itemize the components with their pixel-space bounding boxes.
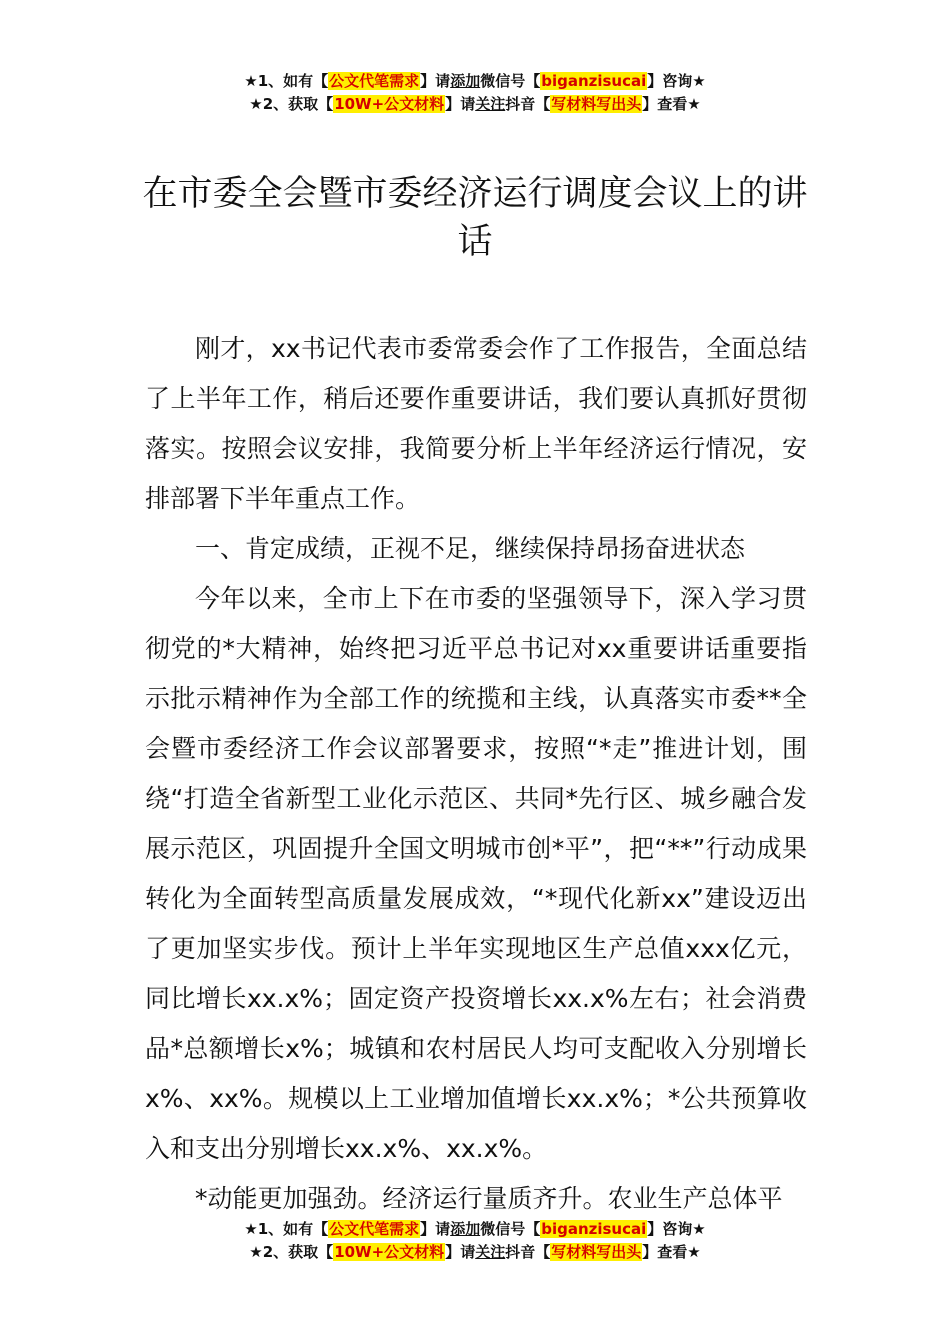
promo-underlined: 关注	[475, 1243, 506, 1261]
promo-line-2	[0, 93, 950, 116]
promo-highlight: 写材料写出头	[551, 95, 642, 113]
promo-text: ★1、如有【	[244, 1220, 329, 1238]
promo-text: 】请	[445, 1243, 476, 1261]
promo-text: ★2、获取【	[249, 1243, 334, 1261]
promo-text: 】请	[420, 72, 451, 90]
promo-text: 】请	[445, 95, 476, 113]
document-title: 在市委全会暨市委经济运行调度会议上的讲话	[142, 174, 808, 262]
footer-promo-banner	[0, 1218, 950, 1264]
promo-text: ★1、如有【	[244, 72, 329, 90]
promo-text: 】请	[420, 1220, 451, 1238]
promo-text: 】查看★	[642, 1243, 701, 1261]
paragraph: *动能更加强劲。经济运行量质齐升。农业生产总体平	[195, 1184, 783, 1213]
paragraph: 刚才，xx书记代表市委常委会作了工作报告，全面总结了上半年工作，稍后还要作重要讲话，我们要认真抓好贯彻落实。按照会议安排，我简要分析上半年经济运行情况，安排部署下半年重点工作。	[145, 334, 807, 513]
promo-highlight: biganzisucai	[541, 72, 647, 90]
promo-highlight: 10W+公文材料	[334, 1243, 445, 1261]
paragraph: 今年以来，全市上下在市委的坚强领导下，深入学习贯彻党的*大精神，始终把习近平总书记对xx重要讲话重要指示批示精神作为全部工作的统揽和主线，认真落实市委**全会暨市委经济工作会议部署要求，按照“*走”推进计划，围绕“打造全省新型工业化示范区、共同*先行区、城乡融合发展示范区，巩固提升全国文明城市创*平”，把“**”行动成果转化为全面转型高质量发展成效，“*现代化新xx”建设迈出了更加坚实步伐。预计上半年实现地区生产总值xxx亿元，同比增长xx.x%；固定资产投资增长xx.x%左右；社会消费品*总额增长x%；城镇和农村居民人均可支配收入分别增长x%、xx%。规模以上工业增加值增长xx.x%；*公共预算收入和支出分别增长xx.x%、xx.x%。	[145, 584, 807, 1163]
promo-underlined: 添加	[450, 72, 481, 90]
promo-highlight: 公文代笔需求	[329, 72, 420, 90]
promo-text: 】查看★	[642, 95, 701, 113]
promo-text: ★2、获取【	[249, 95, 334, 113]
promo-text: 微信号【	[480, 72, 541, 90]
section-heading: 一、肯定成绩，正视不足，继续保持昂扬奋进状态	[195, 534, 746, 563]
promo-text: 抖音【	[505, 1243, 551, 1261]
promo-highlight: biganzisucai	[541, 1220, 647, 1238]
promo-line-2	[0, 1241, 950, 1264]
promo-text: 抖音【	[505, 95, 551, 113]
promo-highlight: 10W+公文材料	[334, 95, 445, 113]
promo-underlined: 添加	[450, 1220, 481, 1238]
promo-highlight: 公文代笔需求	[329, 1220, 420, 1238]
promo-line-1	[0, 1218, 950, 1241]
promo-underlined: 关注	[475, 95, 506, 113]
header-promo-banner	[0, 70, 950, 116]
promo-line-1	[0, 70, 950, 93]
promo-text: 微信号【	[480, 1220, 541, 1238]
promo-highlight: 写材料写出头	[551, 1243, 642, 1261]
promo-text: 】咨询★	[647, 1220, 706, 1238]
document-body	[145, 324, 807, 1224]
promo-text: 】咨询★	[647, 72, 706, 90]
